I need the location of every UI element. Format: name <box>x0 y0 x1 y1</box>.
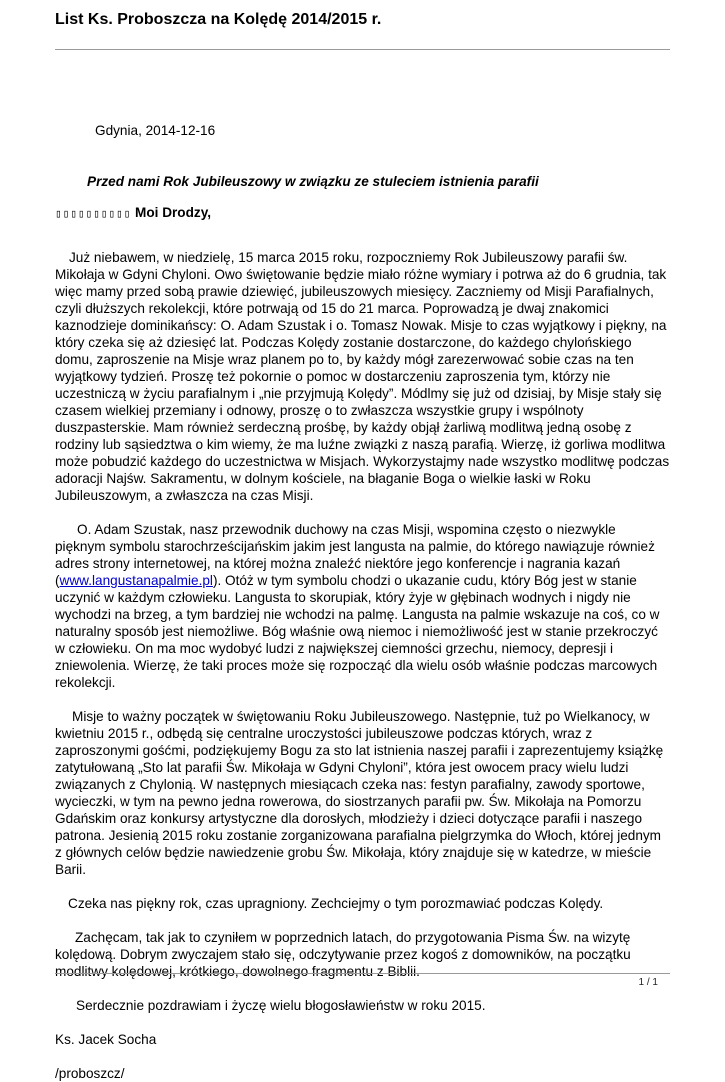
greeting-text: Moi Drodzy, <box>135 205 212 220</box>
letter-date: Gdynia, 2014-12-16 <box>95 123 216 138</box>
paragraph-bible: Zachęcam, tak jak to czyniłem w poprzednich latach, do przygotowania Pisma Św. na wizytę kolędową. Dobrym zwyczajem stało się, odczytywanie przez kogoś z domowników, na początku modlitwy kolędowej, krótkiego, dowolnego fragmentu z Biblii. <box>55 930 631 979</box>
langusta-website-link[interactable]: www.langustanapalmie.pl <box>59 573 213 588</box>
signature-role: /proboszcz/ <box>55 1066 125 1081</box>
signature-name: Ks. Jacek Socha <box>55 1032 157 1047</box>
header-divider <box>55 49 670 50</box>
footer-divider <box>55 973 670 974</box>
letter-greeting <box>55 204 670 222</box>
missing-glyph-boxes: ▯▯▯▯▯▯▯▯▯▯ <box>55 207 132 220</box>
paragraph-greetings: Serdecznie pozdrawiam i życzę wielu błogosławieństw w roku 2015. <box>76 998 486 1013</box>
paragraph-langusta <box>55 521 670 691</box>
letter-subject: Przed nami Rok Jubileuszowy w związku ze stuleciem istnienia parafii <box>87 174 539 189</box>
document-title: List Ks. Proboszcza na Kolędę 2014/2015 r. <box>55 11 382 28</box>
paragraph-langusta-start: O. Adam Szustak, nasz przewodnik duchowy na czas Misji, wspomina często o niezwykle pięknym symbolu starochrześcijańskim jakim jest langusta na palmie, do którego nawiązuje również adres strony internetowej, na której można znaleźć niektóre jego konferencje i nagrania kazań ( <box>55 522 655 588</box>
letter-body <box>55 120 670 1082</box>
page-number: 1 / 1 <box>638 977 658 988</box>
paragraph-missions: Już niebawem, w niedzielę, 15 marca 2015 roku, rozpoczniemy Rok Jubileuszowy parafii św. Mikołaja w Gdyni Chyloni. Owo świętowanie będzie miało różne wymiary i potrwa aż do 6 grudnia, tak więc mamy przed sobą prawie dziewięć, jubileuszowych miesięcy. Zaczniemy od Misji Parafialnych, czyli dłuższych rekolekcji, które potrwają od 15 do 21 marca. Poprowadzą je dwaj znakomici kaznodzieje dominikańscy: O. Adam Szustak i o. Tomasz Nowak. Misje to czas wyjątkowy i piękny, na który czeka się aż dziesięć lat. Podczas Kolędy zostanie dostarczone, do każdego chylońskiego domu, zaproszenie na Misje wraz planem po to, by każdy mógł zarezerwować sobie czas na ten wyjątkowy tydzień. Proszę też pokornie o pomoc w dostarczeniu zaproszenia tym, którzy nie uczestniczą w życiu parafialnym i „nie przyjmują Kolędy”. Módlmy się już od dzisiaj, by Misje stały się czasem wielkiej przemiany i odnowy, proszę o to zwłaszcza wszystkie grupy i wspólnoty duszpasterskie. Mam również serdeczną prośbę, by każdy objął żarliwą modlitwą jedną osobę z rodziny lub sąsiedztwa o kim wiemy, że ma luźne związki z naszą parafią. Wierzę, iż gorliwa modlitwa może pobudzić każdego do uczestnictwa w Misjach. Wykorzystajmy nade wszystko modlitwę podczas adoracji Najśw. Sakramentu, w dolnym kościele, na błaganie Boga o wielkie łaski w Roku Jubileuszowym, a zwłaszcza na czas Misji. <box>55 250 670 503</box>
paragraph-langusta-end: ). Otóż w tym symbolu chodzi o ukazanie cudu, który Bóg jest w stanie uczynić w każdym człowieku. Langusta to skorupiak, który żyje w głębinach wodnych i nigdy nie wychodzi na brzeg, a tym bardziej nie wchodzi na palmę. Langusta na palmie wskazuje na coś, co w naturalny sposób jest niemożliwe. Bóg właśnie ową niemoc i niemożliwość jest w stanie przekroczyć w człowieku. On ma moc wydobyć ludzi z największej ciemności grzechu, niemocy, depresji i zniewolenia. Wierzę, że taki proces może się rozpocząć dla wielu osób właśnie podczas marcowych rekolekcji. <box>55 573 660 690</box>
paragraph-kolęda: Czeka nas piękny rok, czas upragniony. Zechciejmy o tym porozmawiać podczas Kolędy. <box>68 896 604 911</box>
paragraph-celebrations: Misje to ważny początek w świętowaniu Roku Jubileuszowego. Następnie, tuż po Wielkanocy, w kwietniu 2015 r., odbędą się centralne uroczystości jubileuszowe podczas których, wraz z zaproszonymi gośćmi, podziękujemy Bogu za sto lat istnienia naszej parafii i zaprezentujemy książkę zatytułowaną „Sto lat parafii Św. Mikołaja w Gdyni Chyloni”, która jest owocem pracy wielu ludzi związanych z Chylonią. W następnych miesiącach czeka nas: festyn parafialny, zawody sportowe, wycieczki, w tym na pewno jedna rowerowa, do siostrzanych parafii pw. Św. Mikołaja na Pomorzu Gdańskim oraz konkursy artystyczne dla dorosłych, młodzieży i dzieci dotyczące parafii i naszego patrona. Jesienią 2015 roku zostanie zorganizowana parafialna pielgrzymka do Włoch, której jednym z głównych celów będzie nawiedzenie grobu Św. Mikołaja, który znajduje się w katedrze, w mieście Barii. <box>55 709 664 877</box>
